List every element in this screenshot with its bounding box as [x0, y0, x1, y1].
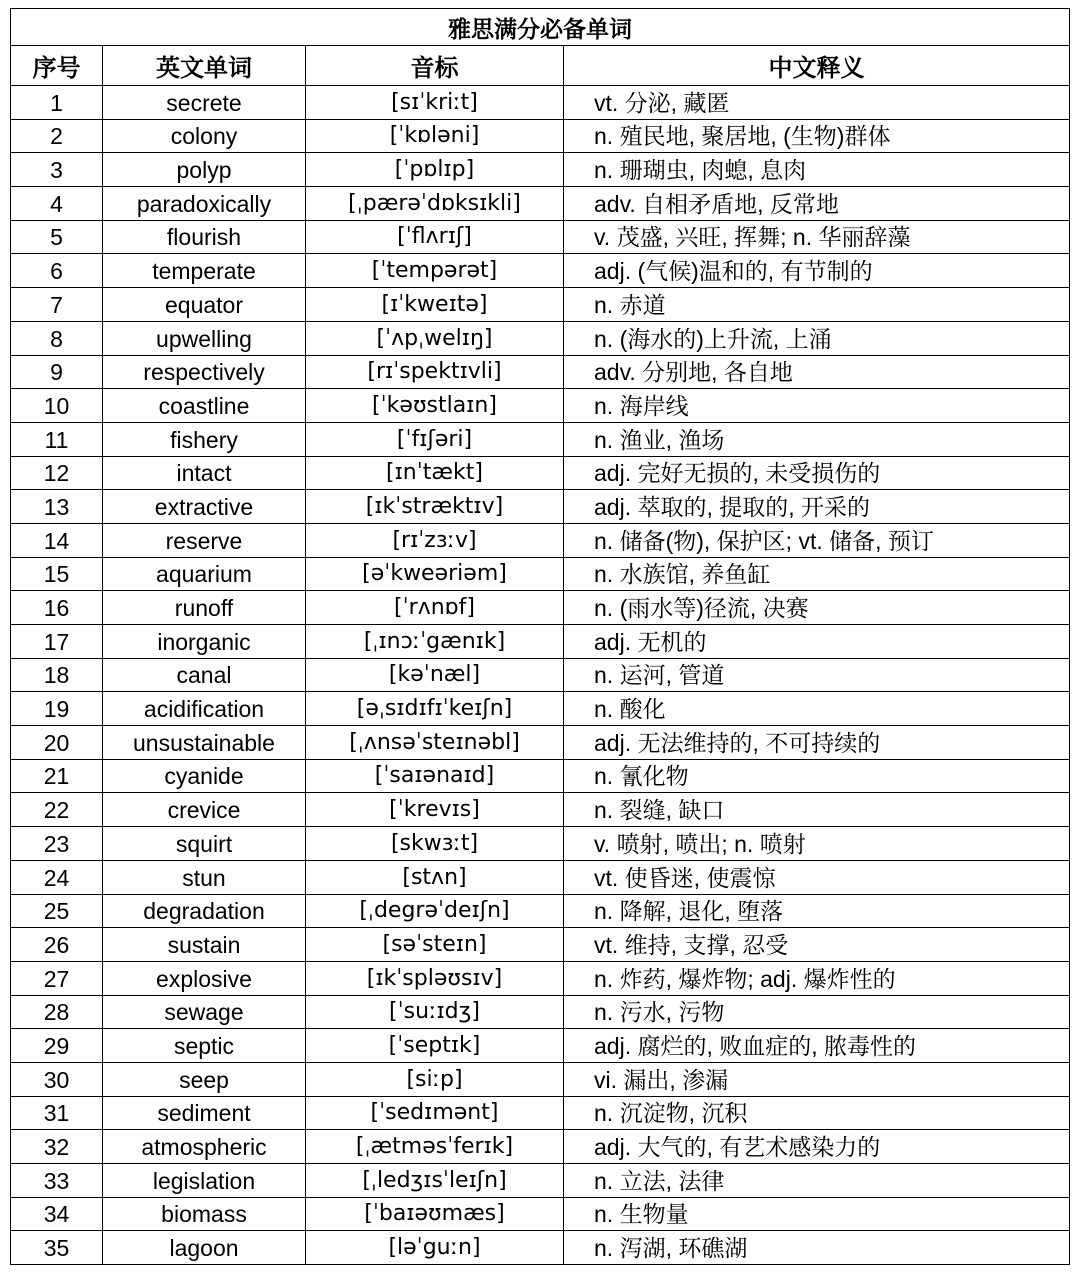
phonetic-symbol: [ˈfɪʃəri]	[306, 422, 564, 456]
english-word: atmospheric	[103, 1130, 306, 1164]
row-number: 2	[11, 119, 103, 153]
english-word: cyanide	[103, 759, 306, 793]
phonetic-symbol: [ˈʌpˌwelɪŋ]	[306, 321, 564, 355]
english-word: sewage	[103, 995, 306, 1029]
phonetic-symbol: [ˈrʌnɒf]	[306, 591, 564, 625]
table-row	[11, 187, 1070, 221]
phonetic-symbol: [ˌʌnsəˈsteɪnəbl]	[306, 726, 564, 760]
chinese-meaning: n. 降解, 退化, 堕落	[564, 894, 1070, 928]
table-row	[11, 1197, 1070, 1231]
chinese-meaning: adv. 分别地, 各自地	[564, 355, 1070, 389]
phonetic-symbol: [rɪˈzɜːv]	[306, 523, 564, 557]
phonetic-symbol: [ləˈguːn]	[306, 1231, 564, 1265]
chinese-meaning: n. (雨水等)径流, 决赛	[564, 591, 1070, 625]
chinese-meaning: n. 泻湖, 环礁湖	[564, 1231, 1070, 1265]
table-row	[11, 557, 1070, 591]
chinese-meaning: adj. 无法维持的, 不可持续的	[564, 726, 1070, 760]
row-number: 31	[11, 1096, 103, 1130]
table-row	[11, 254, 1070, 288]
chinese-meaning: n. 海岸线	[564, 389, 1070, 423]
chinese-meaning: n. 水族馆, 养鱼缸	[564, 557, 1070, 591]
row-number: 13	[11, 490, 103, 524]
chinese-meaning: vt. 使昏迷, 使震惊	[564, 860, 1070, 894]
table-row	[11, 523, 1070, 557]
english-word: coastline	[103, 389, 306, 423]
english-word: unsustainable	[103, 726, 306, 760]
table-row	[11, 860, 1070, 894]
table-row	[11, 1164, 1070, 1198]
phonetic-symbol: [əˈkweəriəm]	[306, 557, 564, 591]
row-number: 15	[11, 557, 103, 591]
english-word: acidification	[103, 692, 306, 726]
chinese-meaning: adv. 自相矛盾地, 反常地	[564, 187, 1070, 221]
table-row	[11, 86, 1070, 120]
table-row	[11, 490, 1070, 524]
chinese-meaning: vt. 分泌, 藏匿	[564, 86, 1070, 120]
row-number: 24	[11, 860, 103, 894]
column-header-meaning: 中文释义	[564, 46, 1070, 86]
table-row	[11, 759, 1070, 793]
chinese-meaning: n. 珊瑚虫, 肉螅, 息肉	[564, 153, 1070, 187]
row-number: 29	[11, 1029, 103, 1063]
chinese-meaning: n. 污水, 污物	[564, 995, 1070, 1029]
english-word: inorganic	[103, 625, 306, 659]
table-row	[11, 995, 1070, 1029]
chinese-meaning: v. 茂盛, 兴旺, 挥舞; n. 华丽辞藻	[564, 220, 1070, 254]
phonetic-symbol: [ˈsuːɪdʒ]	[306, 995, 564, 1029]
english-word: equator	[103, 288, 306, 322]
row-number: 22	[11, 793, 103, 827]
phonetic-symbol: [ɪˈkweɪtə]	[306, 288, 564, 322]
chinese-meaning: adj. 大气的, 有艺术感染力的	[564, 1130, 1070, 1164]
table-row	[11, 355, 1070, 389]
phonetic-symbol: [ˈsaɪənaɪd]	[306, 759, 564, 793]
phonetic-symbol: [ˈkəʊstlaɪn]	[306, 389, 564, 423]
english-word: degradation	[103, 894, 306, 928]
chinese-meaning: adj. (气候)温和的, 有节制的	[564, 254, 1070, 288]
phonetic-symbol: [skwɜːt]	[306, 827, 564, 861]
chinese-meaning: adj. 腐烂的, 败血症的, 脓毒性的	[564, 1029, 1070, 1063]
row-number: 17	[11, 625, 103, 659]
row-number: 20	[11, 726, 103, 760]
chinese-meaning: n. 运河, 管道	[564, 658, 1070, 692]
row-number: 33	[11, 1164, 103, 1198]
row-number: 7	[11, 288, 103, 322]
english-word: upwelling	[103, 321, 306, 355]
row-number: 19	[11, 692, 103, 726]
column-header-number: 序号	[11, 46, 103, 86]
phonetic-symbol: [əˌsɪdɪfɪˈkeɪʃn]	[306, 692, 564, 726]
table-title: 雅思满分必备单词	[11, 9, 1070, 46]
chinese-meaning: n. (海水的)上升流, 上涌	[564, 321, 1070, 355]
row-number: 10	[11, 389, 103, 423]
table-body	[11, 86, 1070, 1265]
row-number: 27	[11, 961, 103, 995]
vocabulary-table	[10, 8, 1070, 1265]
table-row	[11, 894, 1070, 928]
table-row	[11, 692, 1070, 726]
chinese-meaning: n. 殖民地, 聚居地, (生物)群体	[564, 119, 1070, 153]
chinese-meaning: n. 炸药, 爆炸物; adj. 爆炸性的	[564, 961, 1070, 995]
table-row	[11, 119, 1070, 153]
english-word: paradoxically	[103, 187, 306, 221]
row-number: 8	[11, 321, 103, 355]
phonetic-symbol: [ˌætməsˈferɪk]	[306, 1130, 564, 1164]
row-number: 30	[11, 1062, 103, 1096]
phonetic-symbol: [ˈkɒləni]	[306, 119, 564, 153]
english-word: explosive	[103, 961, 306, 995]
english-word: secrete	[103, 86, 306, 120]
table-row	[11, 625, 1070, 659]
english-word: sediment	[103, 1096, 306, 1130]
phonetic-symbol: [səˈsteɪn]	[306, 928, 564, 962]
phonetic-symbol: [ɪkˈstræktɪv]	[306, 490, 564, 524]
phonetic-symbol: [ˈkrevɪs]	[306, 793, 564, 827]
chinese-meaning: n. 沉淀物, 沉积	[564, 1096, 1070, 1130]
row-number: 6	[11, 254, 103, 288]
table-row	[11, 928, 1070, 962]
english-word: septic	[103, 1029, 306, 1063]
chinese-meaning: adj. 无机的	[564, 625, 1070, 659]
table-row	[11, 658, 1070, 692]
phonetic-symbol: [ˌpærəˈdɒksɪkli]	[306, 187, 564, 221]
phonetic-symbol: [ˈsedɪmənt]	[306, 1096, 564, 1130]
row-number: 12	[11, 456, 103, 490]
header-row	[11, 46, 1070, 86]
table-row	[11, 1029, 1070, 1063]
phonetic-symbol: [ˌɪnɔːˈgænɪk]	[306, 625, 564, 659]
table-row	[11, 220, 1070, 254]
row-number: 5	[11, 220, 103, 254]
english-word: temperate	[103, 254, 306, 288]
table-row	[11, 288, 1070, 322]
table-row	[11, 153, 1070, 187]
row-number: 28	[11, 995, 103, 1029]
chinese-meaning: adj. 完好无损的, 未受损伤的	[564, 456, 1070, 490]
chinese-meaning: n. 酸化	[564, 692, 1070, 726]
table-row	[11, 456, 1070, 490]
english-word: intact	[103, 456, 306, 490]
chinese-meaning: v. 喷射, 喷出; n. 喷射	[564, 827, 1070, 861]
chinese-meaning: n. 立法, 法律	[564, 1164, 1070, 1198]
english-word: crevice	[103, 793, 306, 827]
english-word: legislation	[103, 1164, 306, 1198]
phonetic-symbol: [ˈpɒlɪp]	[306, 153, 564, 187]
phonetic-symbol: [stʌn]	[306, 860, 564, 894]
phonetic-symbol: [ɪnˈtækt]	[306, 456, 564, 490]
english-word: fishery	[103, 422, 306, 456]
table-row	[11, 827, 1070, 861]
chinese-meaning: n. 储备(物), 保护区; vt. 储备, 预订	[564, 523, 1070, 557]
table-row	[11, 1062, 1070, 1096]
title-row	[11, 9, 1070, 46]
table-row	[11, 1130, 1070, 1164]
phonetic-symbol: [ˌdegrəˈdeɪʃn]	[306, 894, 564, 928]
chinese-meaning: n. 裂缝, 缺口	[564, 793, 1070, 827]
chinese-meaning: n. 赤道	[564, 288, 1070, 322]
table-row	[11, 591, 1070, 625]
column-header-phonetic: 音标	[306, 46, 564, 86]
row-number: 18	[11, 658, 103, 692]
chinese-meaning: n. 氰化物	[564, 759, 1070, 793]
chinese-meaning: n. 生物量	[564, 1197, 1070, 1231]
phonetic-symbol: [ˌledʒɪsˈleɪʃn]	[306, 1164, 564, 1198]
row-number: 23	[11, 827, 103, 861]
chinese-meaning: adj. 萃取的, 提取的, 开采的	[564, 490, 1070, 524]
english-word: lagoon	[103, 1231, 306, 1265]
english-word: aquarium	[103, 557, 306, 591]
row-number: 4	[11, 187, 103, 221]
row-number: 11	[11, 422, 103, 456]
row-number: 1	[11, 86, 103, 120]
english-word: seep	[103, 1062, 306, 1096]
english-word: squirt	[103, 827, 306, 861]
table-row	[11, 321, 1070, 355]
english-word: flourish	[103, 220, 306, 254]
row-number: 32	[11, 1130, 103, 1164]
english-word: sustain	[103, 928, 306, 962]
phonetic-symbol: [kəˈnæl]	[306, 658, 564, 692]
row-number: 35	[11, 1231, 103, 1265]
row-number: 9	[11, 355, 103, 389]
table-row	[11, 793, 1070, 827]
table-row	[11, 1231, 1070, 1265]
row-number: 26	[11, 928, 103, 962]
phonetic-symbol: [ˈbaɪəʊmæs]	[306, 1197, 564, 1231]
table-row	[11, 726, 1070, 760]
english-word: reserve	[103, 523, 306, 557]
phonetic-symbol: [rɪˈspektɪvli]	[306, 355, 564, 389]
table-row	[11, 422, 1070, 456]
row-number: 21	[11, 759, 103, 793]
phonetic-symbol: [ˈseptɪk]	[306, 1029, 564, 1063]
english-word: polyp	[103, 153, 306, 187]
table-row	[11, 389, 1070, 423]
english-word: runoff	[103, 591, 306, 625]
english-word: respectively	[103, 355, 306, 389]
english-word: stun	[103, 860, 306, 894]
phonetic-symbol: [ˈflʌrɪʃ]	[306, 220, 564, 254]
chinese-meaning: n. 渔业, 渔场	[564, 422, 1070, 456]
table-row	[11, 1096, 1070, 1130]
row-number: 25	[11, 894, 103, 928]
english-word: canal	[103, 658, 306, 692]
phonetic-symbol: [siːp]	[306, 1062, 564, 1096]
chinese-meaning: vt. 维持, 支撑, 忍受	[564, 928, 1070, 962]
english-word: colony	[103, 119, 306, 153]
table-row	[11, 961, 1070, 995]
english-word: extractive	[103, 490, 306, 524]
row-number: 14	[11, 523, 103, 557]
column-header-word: 英文单词	[103, 46, 306, 86]
row-number: 3	[11, 153, 103, 187]
phonetic-symbol: [ˈtempərət]	[306, 254, 564, 288]
phonetic-symbol: [ɪkˈspləʊsɪv]	[306, 961, 564, 995]
phonetic-symbol: [sɪˈkriːt]	[306, 86, 564, 120]
row-number: 16	[11, 591, 103, 625]
english-word: biomass	[103, 1197, 306, 1231]
chinese-meaning: vi. 漏出, 渗漏	[564, 1062, 1070, 1096]
row-number: 34	[11, 1197, 103, 1231]
